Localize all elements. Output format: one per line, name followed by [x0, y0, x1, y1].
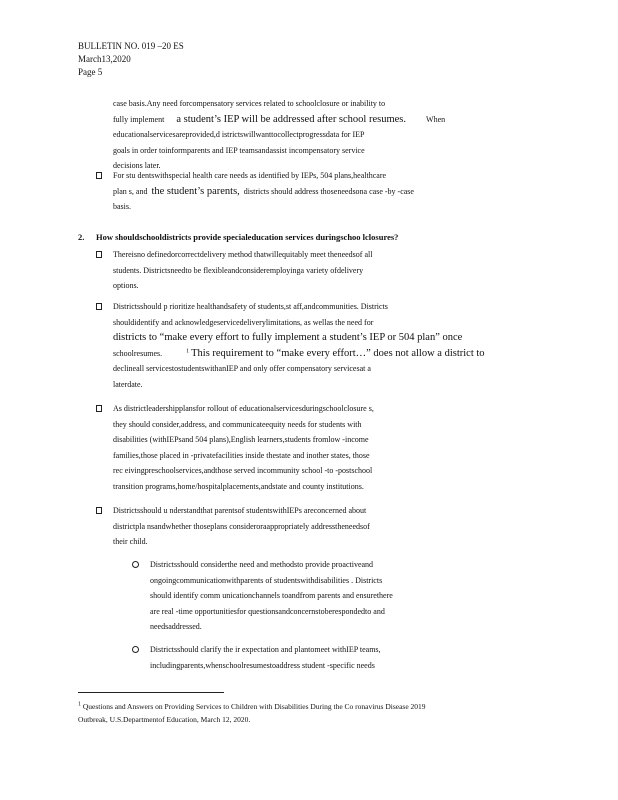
question-heading: How shouldschooldistricts provide specialeducation services duringschoo lclosures?: [96, 232, 399, 242]
text-span: Questions and Answers on Providing Services to Children with Disabilities During the Co ronavirus Disease 2019: [82, 702, 426, 711]
bullet-square-icon: [96, 303, 102, 310]
text-line: declineall servicestostudentswithanIEP and only offer compensatory servicesat a: [113, 364, 371, 373]
subbullet-clarify-expectation: [150, 642, 502, 673]
text-line: rec eivingpreschoolservices,andthose served incommunity school -to -postschool: [113, 466, 373, 475]
bullet-health-needs: [113, 168, 533, 215]
text-line: goals in order toinformparents and IEP teamsandassist incompensatory service: [113, 145, 365, 155]
text-line: districtpla nsandwhether thoseplans consideroraappropriately addresstheneedsof: [113, 521, 370, 531]
text-line: students. Districtsneedto be flexibleandconsideremployinga variety ofdelivery: [113, 265, 364, 275]
text-line: Districtsshould clarify the ir expectation and plantomeet withIEP teams,: [150, 645, 381, 654]
bullet-circle-icon: [132, 646, 139, 653]
text-line: shouldidentify and acknowledgeservicedeliverylimitations, as wellas the need for: [113, 317, 374, 327]
text-span: When: [426, 114, 446, 124]
text-line: For stu dentswithspecial health care needs as identified by IEPs, 504 plans,healthcare: [113, 171, 387, 180]
footnote-marker: 1: [78, 701, 81, 708]
text-line: districts to “make every effort to fully implement a student’s IEP or 504 plan” once: [113, 332, 463, 343]
text-span: a student’s IEP will be addressed after school resumes.: [176, 113, 407, 125]
text-line: basis.: [113, 202, 131, 211]
page-number: Page 5: [78, 67, 103, 77]
text-line: decisions later.: [113, 161, 161, 170]
bullet-health-safety: [113, 299, 523, 392]
text-line: [113, 112, 523, 128]
text-line: As districtleadershipplansfor rollout of educationalservicesduringschoolclosure s,: [113, 404, 374, 413]
footnote-divider: [78, 692, 224, 693]
text-line: should identify comm unicationchannels toandfrom parents and ensurethere: [150, 591, 393, 600]
page-header: [78, 40, 184, 79]
text-span: fully implement: [113, 114, 165, 124]
text-span: schoolresumes.: [113, 348, 163, 358]
text-line: [113, 346, 523, 362]
bullet-district-leadership: [113, 401, 523, 494]
text-line: laterdate.: [113, 379, 143, 389]
text-line: Outbreak, U.S.Departmentof Education, March 12, 2020.: [78, 715, 251, 724]
text-line: Districtsshould p rioritize healthandsafety of students,st aff,andcommunities. Districts: [113, 302, 388, 311]
bullet-square-icon: [96, 251, 102, 258]
text-line: families,those placed in -privatefacilities inside thestate and inother states, those: [113, 450, 370, 460]
question-number: 2.: [78, 232, 85, 242]
text-span: plan s, and: [113, 186, 148, 196]
bullet-parents-concerned: [113, 503, 493, 550]
text-span: This requirement to “make every effort…” does not allow a district to: [191, 347, 485, 359]
text-line: transition programs,home/hospitalplacements,andstate and county institutions.: [113, 481, 364, 491]
text-line: are real -time opportunitiesfor questionsandconcernstoberespondedto and: [150, 606, 385, 616]
text-line: [78, 700, 532, 713]
text-line: case basis.Any need forcompensatory services related to schoolclosure or inability to: [113, 99, 386, 108]
bullet-circle-icon: [132, 561, 139, 568]
text-line: their child.: [113, 537, 148, 546]
text-line: includingparents,whenschoolresumestoaddress student -specific needs: [150, 660, 375, 670]
text-line: ongoingcommunicationwithparents of studentswithdisabilities . Districts: [150, 575, 383, 585]
text-line: [113, 184, 533, 200]
footnote: [78, 700, 532, 726]
text-line: educationalservicesareprovided,d istrictswillwanttocollectprogressdata for IEP: [113, 130, 365, 139]
footnote-reference: 1: [186, 347, 190, 354]
text-line: they should consider,address, and communicateequity needs for students with: [113, 419, 362, 429]
subbullet-proactive-communication: [150, 557, 508, 635]
bulletin-number: BULLETIN NO. 019 –20 ES: [78, 41, 184, 51]
text-span: the student’s parents,: [151, 185, 240, 197]
continuation-paragraph: [113, 96, 523, 174]
text-line: disabilities (withIEPsand 504 plans),English learners,students fromlow -income: [113, 435, 369, 444]
text-line: Districtsshould u nderstandthat parentsof studentswithIEPs areconcerned about: [113, 506, 367, 515]
text-line: Districtsshould considerthe need and methodsto provide proactiveand: [150, 560, 374, 569]
bullet-square-icon: [96, 507, 102, 514]
bulletin-date: March13,2020: [78, 54, 131, 64]
bullet-delivery-method: [113, 247, 523, 294]
text-line: Thereisno definedorcorrectdelivery method thatwillequitably meet theneedsof all: [113, 250, 373, 259]
text-span: districts should address thoseneedsona case -by -case: [243, 186, 414, 196]
bullet-square-icon: [96, 405, 102, 412]
text-line: needsaddressed.: [150, 622, 202, 631]
bullet-square-icon: [96, 172, 102, 179]
text-line: options.: [113, 281, 139, 290]
